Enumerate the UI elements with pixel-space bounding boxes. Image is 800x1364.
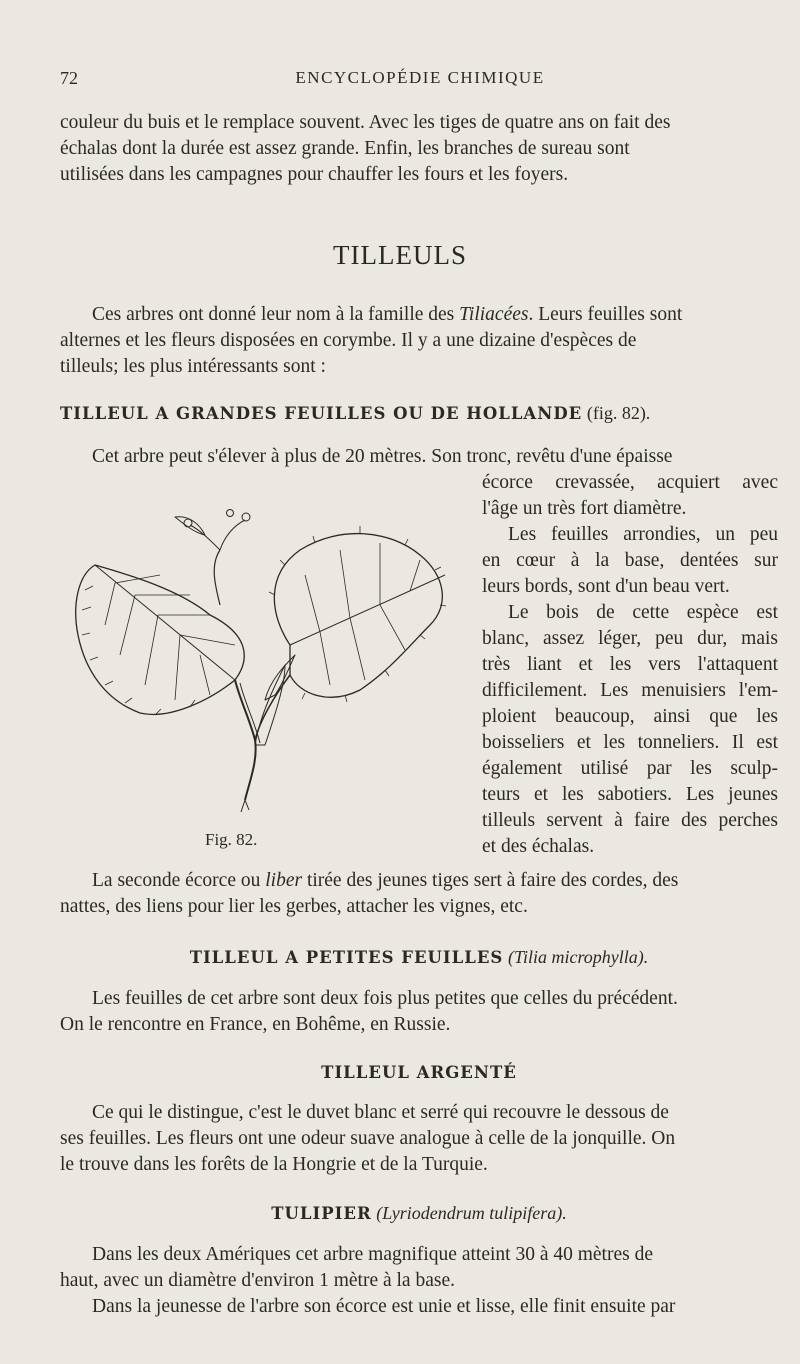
tulipier-paragraph — [60, 1242, 778, 1320]
section-title: TILLEULS — [333, 240, 467, 270]
stem — [235, 680, 256, 800]
tulipier-line: Dans les deux Amériques cet arbre magnifique atteint 30 à 40 mètres de — [92, 1244, 653, 1265]
column-line: difficilement. Les menuisiers l'em- — [482, 680, 778, 701]
figure-caption: Fig. 82. — [205, 830, 258, 849]
column-line: blanc, assez léger, peu dur, mais — [482, 628, 778, 649]
heading-bold: TILLEUL A PETITES FEUILLES — [189, 948, 504, 967]
column-line: boisseliers et les tonneliers. Il est — [482, 732, 778, 753]
left-leaf — [76, 565, 244, 714]
tulipier-line: haut, avec un diamètre d'environ 1 mètre à la base. — [60, 1270, 455, 1291]
page-header — [60, 68, 780, 94]
grandes-column — [482, 470, 778, 860]
column-line: l'âge un très fort diamètre. — [482, 498, 687, 519]
column-line: ploient beaucoup, ainsi que les — [482, 706, 778, 727]
tilleuls-line: Ces arbres ont donné leur nom à la famille des Tiliacées. Leurs feuilles sont — [92, 304, 683, 325]
right-leaf — [274, 534, 442, 698]
column-line: teurs et les sabotiers. Les jeunes — [482, 784, 778, 805]
heading-latin: (Lyriodendrum tulipifera). — [376, 1203, 567, 1223]
heading-bold: TILLEUL A GRANDES FEUILLES OU DE HOLLANDE — [60, 404, 583, 423]
petites-line: On le rencontre en France, en Bohême, en Russie. — [60, 1014, 451, 1035]
grandes-line: Cet arbre peut s'élever à plus de 20 mètres. Son tronc, revêtu d'une épaisse — [92, 446, 673, 467]
intro-paragraph — [60, 110, 778, 188]
running-title: ENCYCLOPÉDIE CHIMIQUE — [295, 68, 545, 87]
heading-grandes-feuilles — [60, 400, 778, 427]
column-line: tilleuls servent à faire des perches — [482, 810, 778, 831]
tulipier-line: Dans la jeunesse de l'arbre son écorce est unie et lisse, elle finit ensuite par — [92, 1296, 676, 1317]
tilleuls-line: tilleuls; les plus intéressants sont : — [60, 356, 326, 377]
column-line: et des échalas. — [482, 836, 595, 857]
column-line: écorce crevassée, acquiert avec — [482, 472, 778, 493]
after-line: nattes, des liens pour lier les gerbes, attacher les vignes, etc. — [60, 896, 528, 917]
column-line: Le bois de cette espèce est — [508, 602, 778, 623]
linden-leaf-illustration — [60, 495, 480, 835]
petites-paragraph — [60, 986, 778, 1038]
intro-line: utilisées dans les campagnes pour chauffer les fours et les foyers. — [60, 164, 569, 185]
tilleuls-intro-paragraph — [60, 302, 778, 380]
after-line: La seconde écorce ou liber tirée des jeunes tiges sert à faire des cordes, des — [92, 870, 679, 891]
argente-paragraph — [60, 1100, 778, 1178]
column-line: également utilisé par les sculp- — [482, 758, 778, 779]
heading-petites-feuilles — [60, 944, 778, 971]
tilleuls-line: alternes et les fleurs disposées en corymbe. Il y a une dizaine d'espèces de — [60, 330, 637, 351]
column-line: en cœur à la base, dentées sur — [482, 550, 778, 571]
heading-tulipier — [60, 1200, 778, 1227]
argente-line: le trouve dans les forêts de la Hongrie et de la Turquie. — [60, 1154, 488, 1175]
heading-latin: (Tilia microphylla). — [507, 947, 649, 967]
grandes-first-line — [60, 444, 778, 470]
petites-line: Les feuilles de cet arbre sont deux fois plus petites que celles du précédent. — [92, 988, 678, 1009]
intro-line: échalas dont la durée est assez grande. Enfin, les branches de sureau sont — [60, 138, 630, 159]
column-line: très liant et les vers l'attaquent — [482, 654, 778, 675]
page-number: 72 — [60, 68, 78, 88]
heading-ref: (fig. 82). — [586, 403, 651, 423]
grandes-after-paragraph — [60, 868, 778, 920]
heading-bold: TILLEUL ARGENTÉ — [321, 1063, 517, 1082]
intro-line: couleur du buis et le remplace souvent. Avec les tiges de quatre ans on fait des — [60, 112, 671, 133]
argente-line: Ce qui le distingue, c'est le duvet blanc et serré qui recouvre le dessous de — [92, 1102, 669, 1123]
column-line: Les feuilles arrondies, un peu — [508, 524, 778, 545]
column-line: leurs bords, sont d'un beau vert. — [482, 576, 730, 597]
heading-bold: TULIPIER — [271, 1204, 372, 1223]
heading-argente — [60, 1060, 778, 1086]
argente-line: ses feuilles. Les fleurs ont une odeur suave analogue à celle de la jonquille. On — [60, 1128, 676, 1149]
